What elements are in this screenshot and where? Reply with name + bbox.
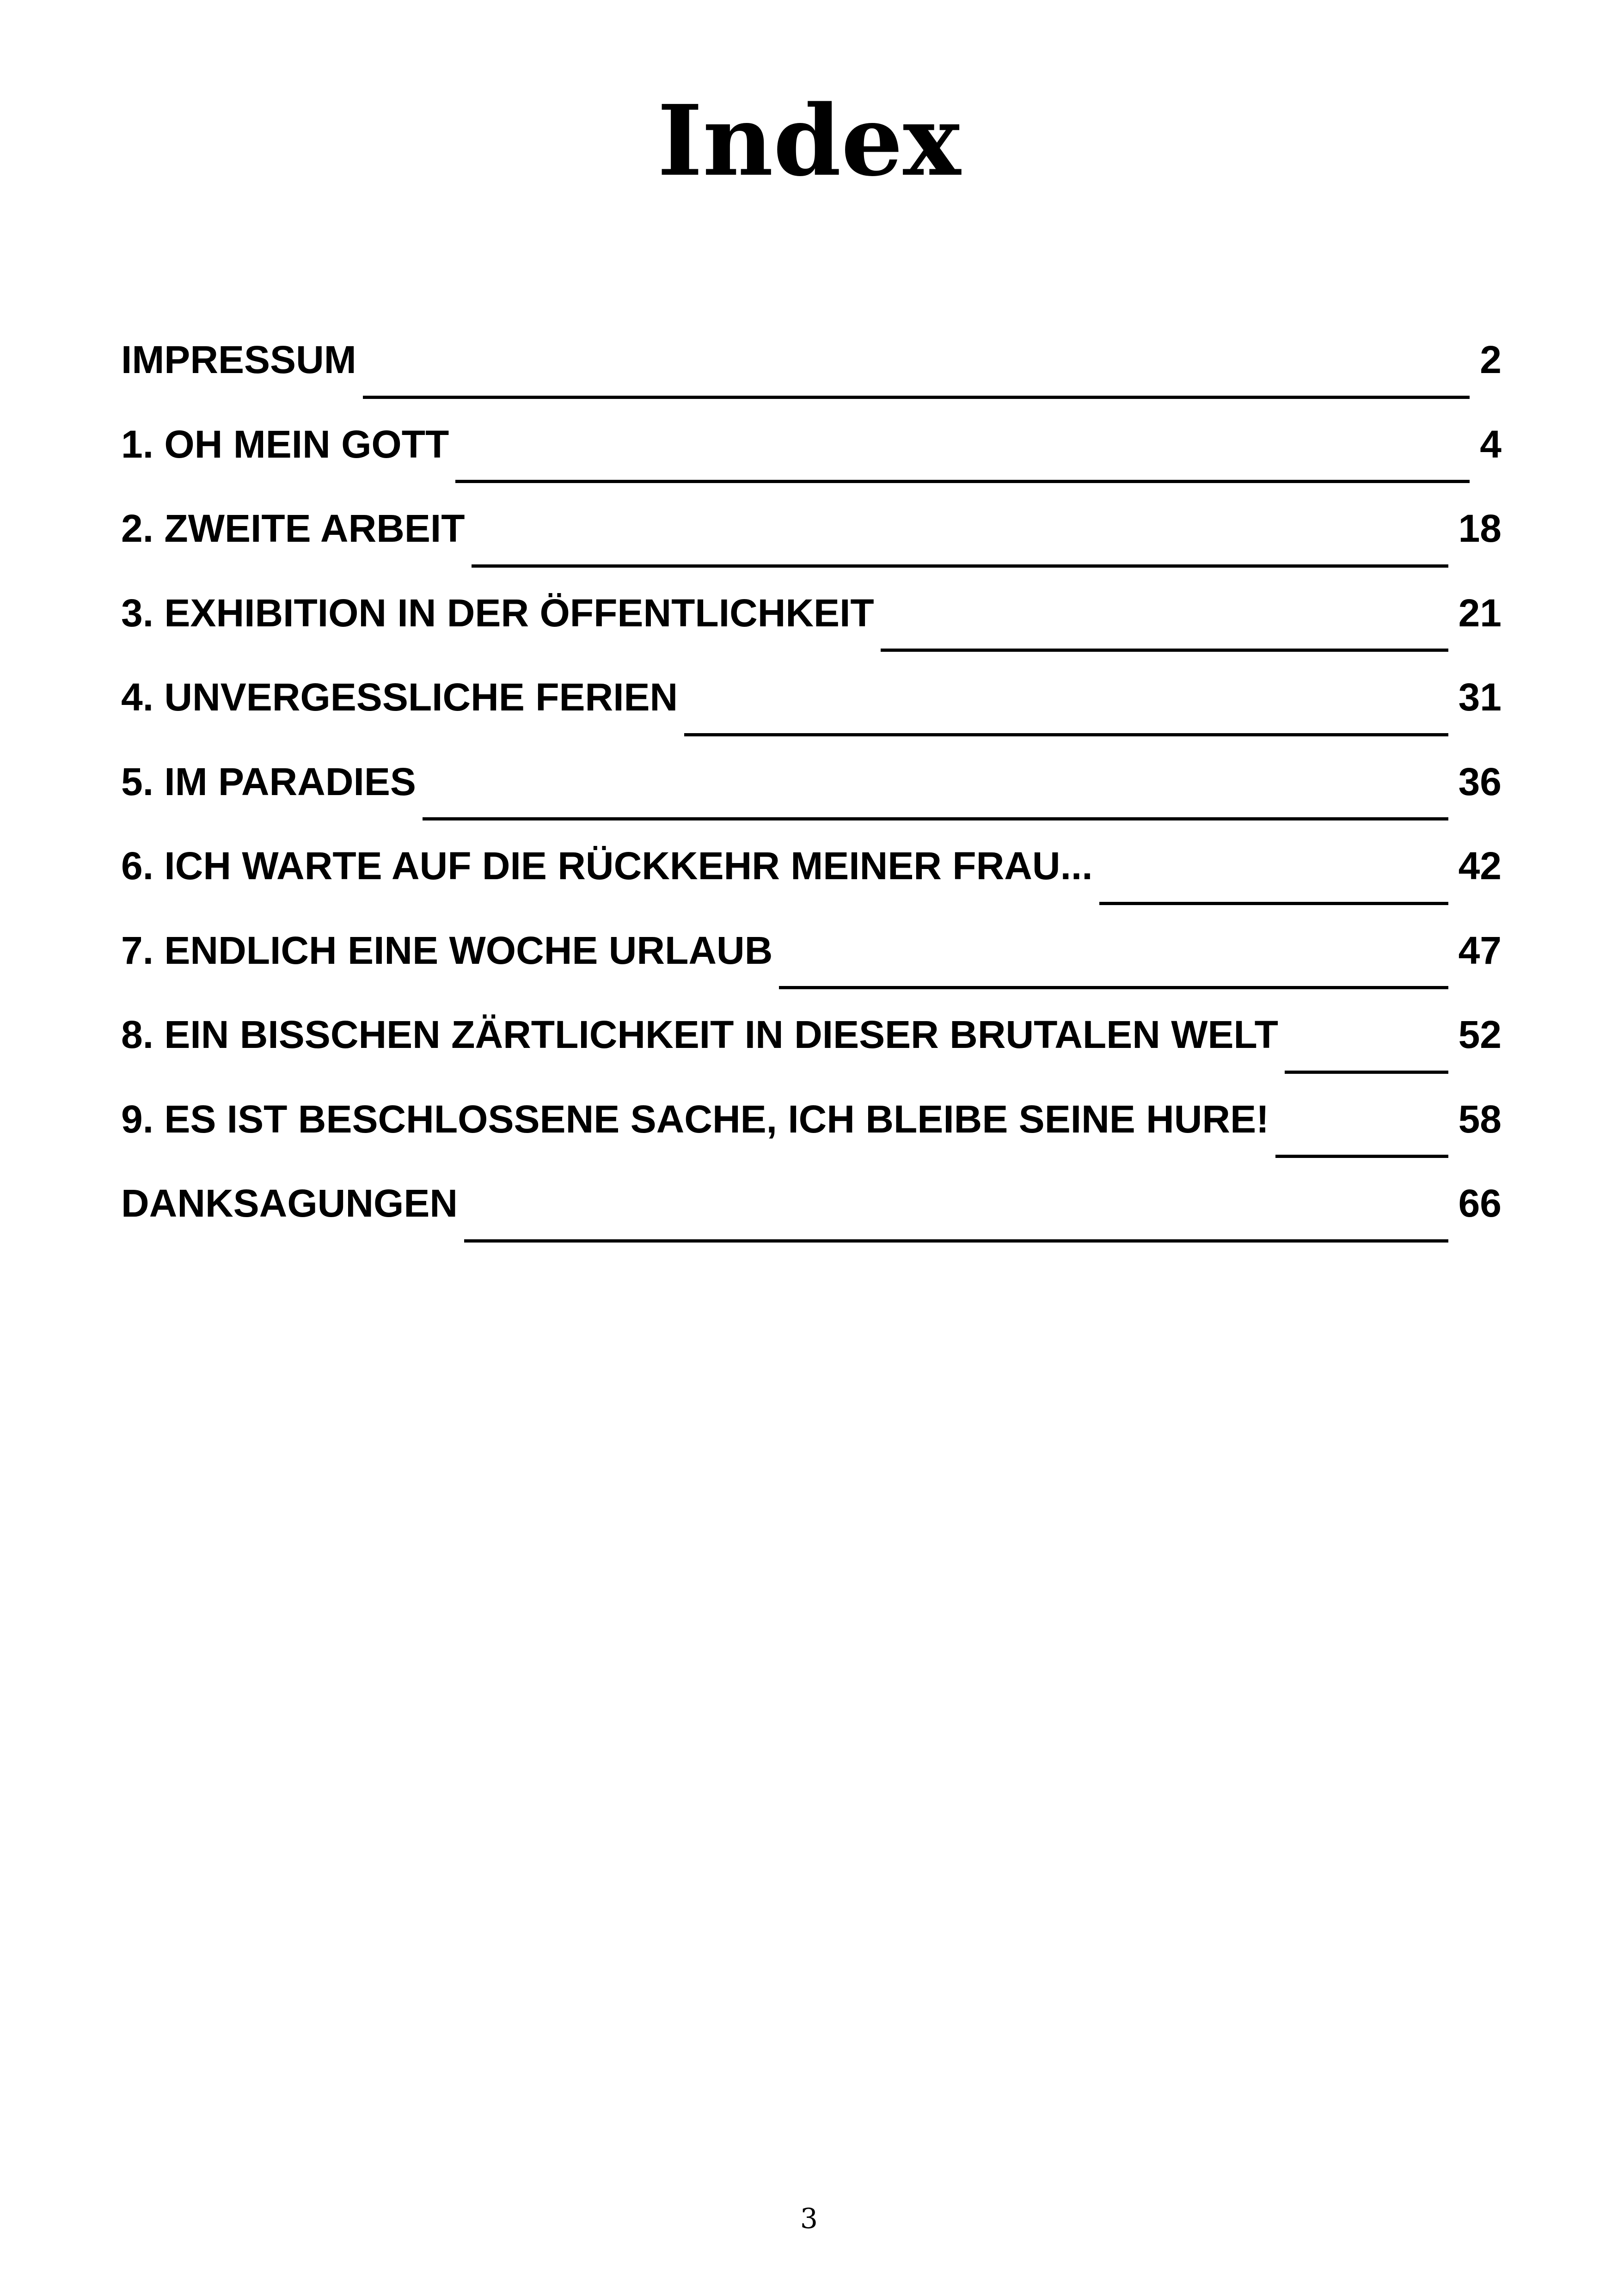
toc-entry-page: 21 (1458, 591, 1502, 635)
toc-entry-label: 7. ENDLICH EINE WOCHE URLAUB (121, 928, 773, 972)
toc-leader-line (1099, 902, 1448, 905)
toc-leader-line (455, 480, 1470, 483)
toc-entry-page: 52 (1458, 1013, 1502, 1056)
toc-leader-line (423, 817, 1448, 820)
toc-entry-chapter-8[interactable] (121, 1007, 1502, 1091)
toc-entry-page: 18 (1458, 507, 1502, 550)
toc-entry-label: IMPRESSUM (121, 338, 356, 381)
toc-entry-label: 9. ES IST BESCHLOSSENE SACHE, ICH BLEIBE SEINE HURE! (121, 1097, 1269, 1141)
toc-entry-label: DANKSAGUNGEN (121, 1182, 458, 1225)
toc-entry-page: 47 (1458, 928, 1502, 972)
toc-entry-label: 6. ICH WARTE AUF DIE RÜCKKEHR MEINER FRAU... (121, 844, 1093, 888)
toc-entry-label: 3. EXHIBITION IN DER ÖFFENTLICHKEIT (121, 591, 874, 635)
toc-entry-page: 36 (1458, 759, 1502, 803)
toc-leader-line (464, 1239, 1448, 1243)
toc-entry-chapter-9[interactable] (121, 1091, 1502, 1176)
toc-leader-line (779, 986, 1448, 989)
table-of-contents (121, 332, 1502, 1260)
toc-leader-line (881, 649, 1448, 652)
page-title: Index (657, 84, 961, 198)
toc-leader-line (1285, 1071, 1448, 1074)
toc-entry-chapter-4[interactable] (121, 669, 1502, 754)
toc-entry-danksagungen[interactable] (121, 1176, 1502, 1260)
toc-entry-chapter-7[interactable] (121, 923, 1502, 1007)
toc-entry-chapter-3[interactable] (121, 585, 1502, 670)
toc-entry-page: 2 (1480, 338, 1502, 381)
toc-entry-page: 42 (1458, 844, 1502, 888)
toc-entry-label: 4. UNVERGESSLICHE FERIEN (121, 675, 678, 719)
toc-entry-page: 4 (1480, 422, 1502, 466)
toc-entry-label: 8. EIN BISSCHEN ZÄRTLICHKEIT IN DIESER BRUTALEN WELT (121, 1013, 1278, 1056)
toc-entry-label: 5. IM PARADIES (121, 759, 416, 803)
toc-entry-impressum[interactable] (121, 332, 1502, 416)
toc-entry-page: 66 (1458, 1182, 1502, 1225)
toc-leader-line (363, 396, 1470, 399)
page-number: 3 (800, 2203, 818, 2235)
toc-entry-label: 1. OH MEIN GOTT (121, 422, 449, 466)
toc-entry-chapter-5[interactable] (121, 754, 1502, 839)
toc-entry-page: 58 (1458, 1097, 1502, 1141)
toc-leader-line (472, 564, 1448, 568)
toc-leader-line (684, 733, 1448, 736)
toc-entry-chapter-6[interactable] (121, 838, 1502, 923)
toc-entry-chapter-2[interactable] (121, 501, 1502, 585)
toc-entry-label: 2. ZWEITE ARBEIT (121, 507, 465, 550)
toc-entry-chapter-1[interactable] (121, 416, 1502, 501)
toc-leader-line (1275, 1155, 1448, 1158)
toc-entry-page: 31 (1458, 675, 1502, 719)
